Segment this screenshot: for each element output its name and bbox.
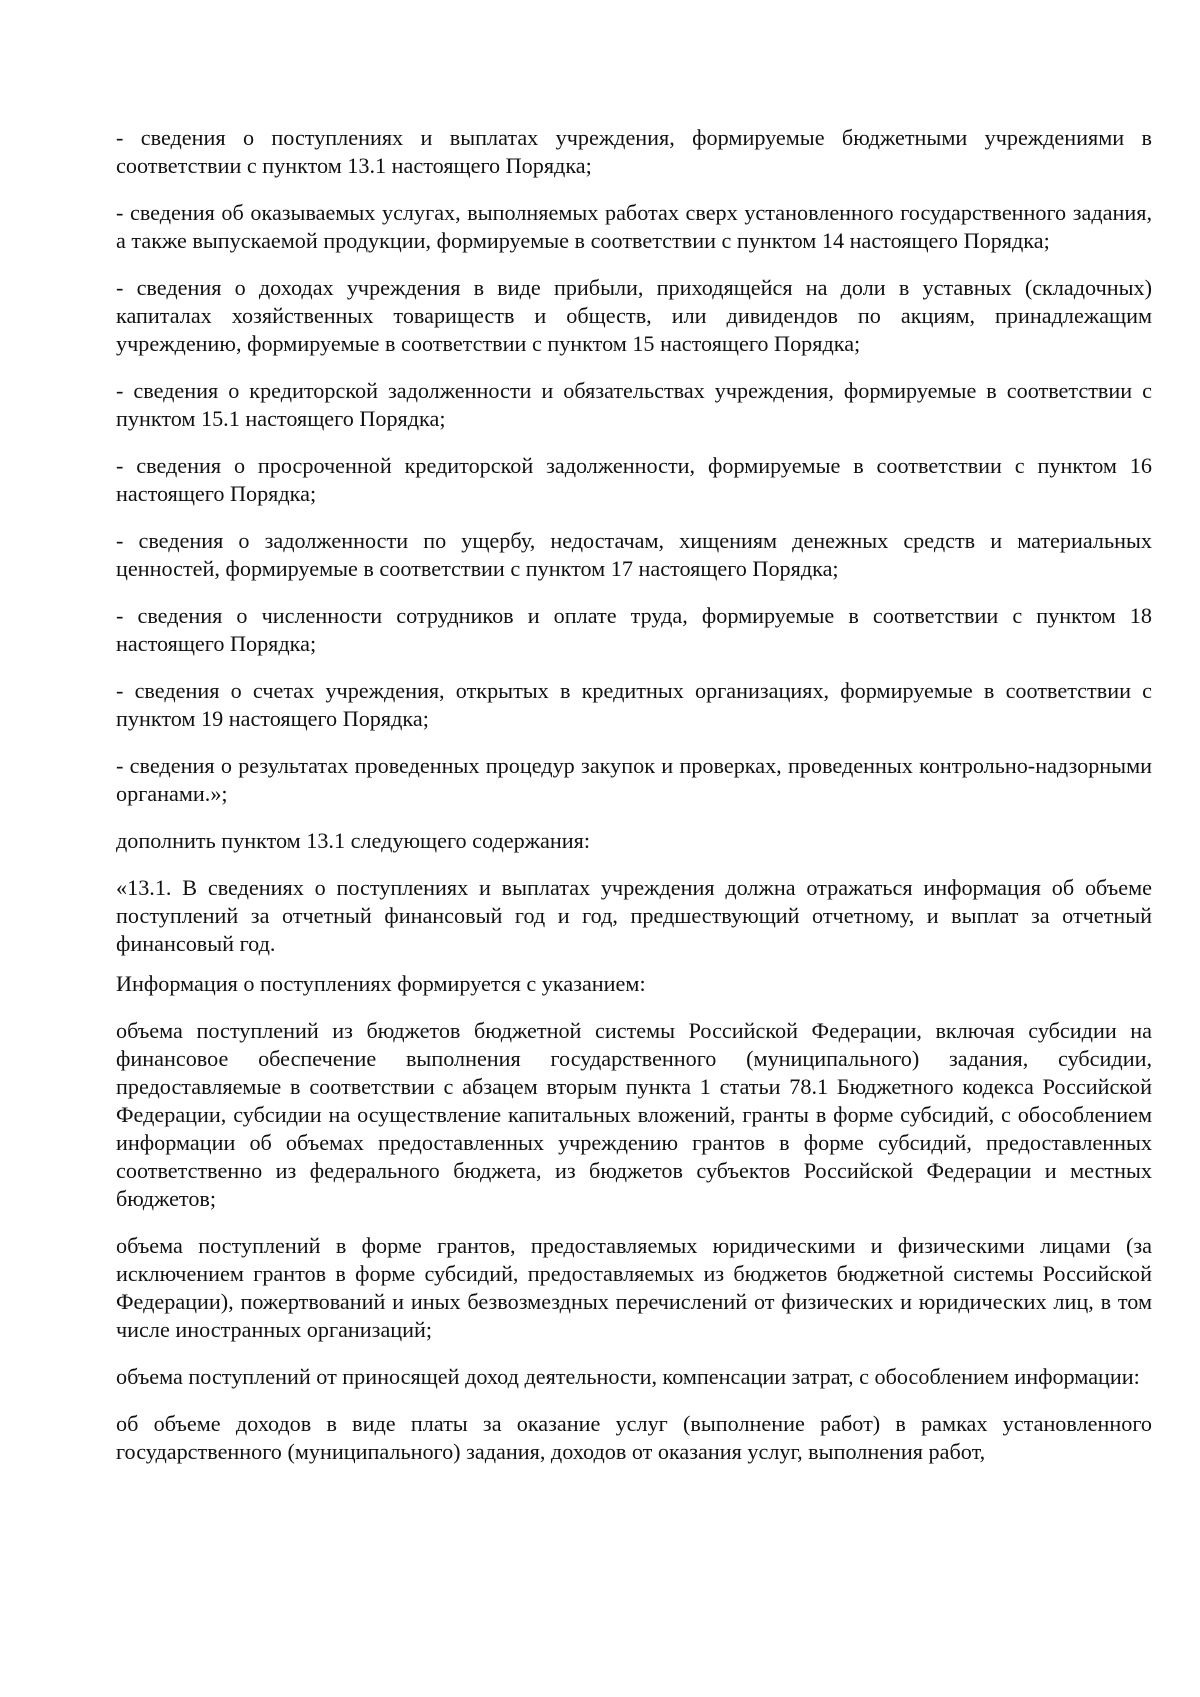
paragraph-damage-debt: - сведения о задолженности по ущербу, недостачам, хищениям денежных средств и материальных ценностей, формируемые в соответствии с пунктом 17 настоящего Порядка; [116,528,1152,581]
paragraph-services-works: - сведения об оказываемых услугах, выполняемых работах сверх установленного государственного задания, а также выпускаемой продукции, формируемые в соответствии с пунктом 14 настоящего Порядка; [116,200,1152,253]
paragraph-staff-pay: - сведения о численности сотрудников и оплате труда, формируемые в соответствии с пунктом 18 настоящего Порядка; [116,603,1152,656]
paragraph-procurement: - сведения о результатах проведенных процедур закупок и проверках, проведенных контрольно-надзорными органами.»; [116,753,1152,806]
document-page [116,124,1152,1466]
paragraph-receipts-info: Информация о поступлениях формируется с указанием: [116,971,646,996]
paragraph-receipts-payments: - сведения о поступлениях и выплатах учреждения, формируемые бюджетными учреждениями в соответствии с пунктом 13.1 настоящего Порядка; [116,125,1152,178]
paragraph-overdue-debt: - сведения о просроченной кредиторской задолженности, формируемые в соответствии с пунктом 16 настоящего Порядка; [116,453,1152,506]
paragraph-creditor-debt: - сведения о кредиторской задолженности и обязательствах учреждения, формируемые в соответствии с пунктом 15.1 настоящего Порядка; [116,378,1152,431]
paragraph-clause-13-1: «13.1. В сведениях о поступлениях и выплатах учреждения должна отражаться информация об объеме поступлений за отчетный финансовый год и год, предшествующий отчетному, и выплат за отчетный финансовый год. [116,875,1152,956]
paragraph-profit-income: - сведения о доходах учреждения в виде прибыли, приходящейся на доли в уставных (складочных) капиталах хозяйственных товариществ и обществ, или дивидендов по акциям, принадлежащим учреждению, формируемые в соответствии с пунктом 15 настоящего Порядка; [116,275,1152,356]
paragraph-grant-receipts: объема поступлений в форме грантов, предоставляемых юридическими и физическими лицами (за исключением грантов в форме субсидий, предоставляемых из бюджетов бюджетной системы Российской Федерации), пожертвований и иных безвозмездных перечислений от физических и юридических лиц, в том числе иностранных организаций; [116,1233,1152,1342]
paragraph-service-fees: об объеме доходов в виде платы за оказание услуг (выполнение работ) в рамках установленного государственного (муниципального) задания, доходов от оказания услуг, выполнения работ, [116,1411,1152,1464]
paragraph-bank-accounts: - сведения о счетах учреждения, открытых в кредитных организациях, формируемые в соответствии с пунктом 19 настоящего Порядка; [116,678,1152,731]
paragraph-income-activity: объема поступлений от приносящей доход деятельности, компенсации затрат, с обособлением информации: [116,1364,1140,1389]
paragraph-amendment-intro: дополнить пунктом 13.1 следующего содержания: [116,828,590,853]
paragraph-budget-receipts: объема поступлений из бюджетов бюджетной системы Российской Федерации, включая субсидии на финансовое обеспечение выполнения государственного (муниципального) задания, субсидии, предоставляемые в соответствии с абзацем вторым пункта 1 статьи 78.1 Бюджетного кодекса Российской Федерации, субсидии на осуществление капитальных вложений, гранты в форме субсидий, с обособлением информации об объемах предоставленных учреждению грантов в форме субсидий, предоставленных соответственно из федерального бюджета, из бюджетов субъектов Российской Федерации и местных бюджетов; [116,1018,1152,1211]
